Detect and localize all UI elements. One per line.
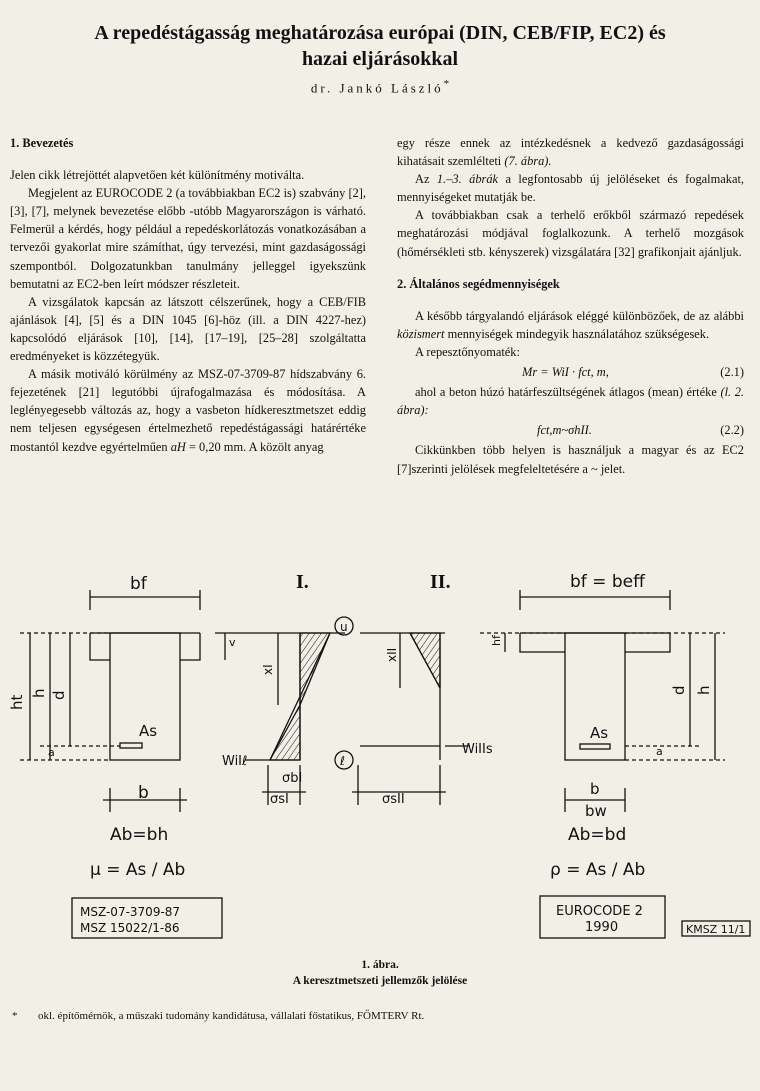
reinforcement-bar <box>120 743 142 748</box>
stress-diagram-state-I <box>222 571 353 807</box>
web-outline <box>110 633 180 760</box>
right-column <box>397 134 744 478</box>
label-WiII: WiIIs <box>462 742 493 757</box>
paragraph: A vizsgálatok kapcsán az látszott célszerűnek, hogy a CEB/FIB ajánlások [4], [5] és a DIN 1045 [6]-höz (ill. a DIN 4227-hez) kapcsolódó eljárások [10], [14], [17–19], [25–28] szolgáltatta eredményeket is közzétegyük. <box>10 294 366 364</box>
figure-cross-section-notation <box>0 560 760 955</box>
formula-Ab-bh: Ab=bh <box>110 825 169 845</box>
paragraph: ahol a beton húzó határfeszültségének átlagos (mean) értéke (l. 2. ábra): <box>397 385 745 418</box>
label-a: a <box>48 746 55 759</box>
label-bw: bw <box>585 802 607 820</box>
reinforcement-bar-right <box>580 744 610 749</box>
formula-mu: μ = As / Ab <box>90 860 186 880</box>
paragraph: Megjelent az EUROCODE 2 (a továbbiakban EC2 is) szabvány [2], [3], [7], melynek bevezetése előbb -utóbb Magyarországon is várható. Felmerül a kérdés, hogy például a repedéskorlátozás vonatkozásában a tervezői gyakorlat mire számíthat, úgy tervezési, mint gazdaságossági szempontból. Dolgozatunkban tanulmány jelleggel igyekszünk bemutatni az EC2-ben leírt módszer részleteit. <box>10 186 366 291</box>
paragraph: A később tárgyalandó eljárások eléggé különbözőek, de az alábbi közismert mennyiségek mindegyik használatához szükségesek. <box>397 308 744 341</box>
flange-outline-right <box>520 633 670 652</box>
left-column <box>10 134 366 456</box>
formula-rho: ρ = As / Ab <box>550 860 646 880</box>
label-xI: xI <box>261 664 275 675</box>
left-cross-section <box>8 574 240 938</box>
box-left-line-2: MSZ 15022/1-86 <box>80 921 180 935</box>
stress-diagram-state-II <box>352 571 493 807</box>
paragraph: Az 1.–3. ábrák a legfontosabb új jelöléseket és fogalmakat, mennyiségeket mutatják be. <box>397 172 744 205</box>
box-left-line-1: MSZ-07-3709-87 <box>80 905 181 919</box>
label-sigma-bI: σbI <box>282 771 303 786</box>
box-right-line-2: 1990 <box>585 920 619 935</box>
figure-caption-number: 1. ábra. <box>361 959 399 971</box>
label-h-right: h <box>695 685 713 695</box>
label-d-right: d <box>670 685 688 695</box>
label-d: d <box>50 690 68 700</box>
author <box>0 78 760 96</box>
label-hf: hf <box>490 635 503 646</box>
author-name: dr. Jankó László <box>310 80 444 96</box>
paragraph: Cikkünkben több helyen is használjuk a magyar és az EC2 [7]szerinti jelölések megfeleltetésére a ~ jelet. <box>397 443 744 476</box>
label-sigma-sI: σsI <box>270 792 289 807</box>
label-As: As <box>139 722 158 740</box>
label-state-II: II. <box>430 571 451 593</box>
label-b-right: b <box>590 780 600 798</box>
equation-2-1: Mr = WiI · fct, m, (2.1) <box>522 365 744 380</box>
label-As-right: As <box>590 724 609 742</box>
label-bf: bf <box>130 574 147 594</box>
label-ht: ht <box>8 694 26 710</box>
label-bf-beff: bf = beff <box>570 572 645 592</box>
label-xII: xII <box>385 647 399 662</box>
paragraph: A másik motiváló körülmény az MSZ-07-3709-87 hídszabvány 6. fejezetének [21] legutóbbi újrafogalmazása és módosítása. A leglényegesebb változás az, hogy a vasbeton hídkeresztmetszet eddig nem teljesen egységesen értelmezhető repedéstágassági határértéke mostantól kezdve egyértelműen aH = 0,20 mm. A közölt anyag <box>10 367 366 454</box>
box-right-line-1: EUROCODE 2 <box>556 904 643 919</box>
paragraph: A továbbiakban csak a terhelő erőkből származó repedések meghatározási módjával foglalkozunk. A terhelő mozgások (hőmérsékleti stb. kényszerek) vizsgálatára [32] grafikonjait ajánljuk. <box>397 208 744 259</box>
label-b: b <box>138 783 149 803</box>
label-WiI: WiIℓ <box>222 754 248 769</box>
section-2-heading: 2. Általános segédmennyiségek <box>397 276 560 291</box>
label-sigma-sII: σsII <box>382 792 405 807</box>
formula-Ab-bd: Ab=bd <box>568 825 627 845</box>
paper-title-line-1: A repedéstágasság meghatározása európai (DIN, CEB/FIP, EC2) és <box>94 22 666 44</box>
label-v: v <box>229 636 236 649</box>
label-state-I: I. <box>296 571 309 593</box>
paper-title-line-2: hazai eljárásokkal <box>301 48 459 70</box>
paragraph: egy része ennek az intézkedésnek a kedvező gazdaságossági kihatásait szemlélteti (7. ábra). <box>397 136 744 169</box>
footnote <box>12 1010 424 1022</box>
equation-2-2: fct,m~σhII. (2.2) <box>537 423 744 438</box>
paragraph: A repesztőnyomaték: <box>415 344 520 359</box>
section-1-heading: 1. Bevezetés <box>10 136 74 150</box>
figure-caption-title: A keresztmetszeti jellemzők jelölése <box>292 975 468 987</box>
paragraph: Jelen cikk létrejöttét alapvetően két különítmény motiválta. <box>10 168 305 183</box>
label-a-right: a <box>656 745 663 758</box>
flange-outline <box>90 633 200 660</box>
label-u: u <box>340 620 348 634</box>
author-footnote-mark: * <box>443 78 450 90</box>
right-cross-section <box>480 572 750 938</box>
label-l: ℓ <box>340 754 345 768</box>
label-h: h <box>30 688 48 698</box>
footnote-text: okl. építőmérnök, a műszaki tudomány kandidátusa, vállalati főstatikus, FŐMTERV Rt. <box>38 1010 425 1022</box>
footnote-mark: * <box>12 1010 18 1022</box>
figure-tag: KMSZ 11/1 <box>686 923 746 936</box>
